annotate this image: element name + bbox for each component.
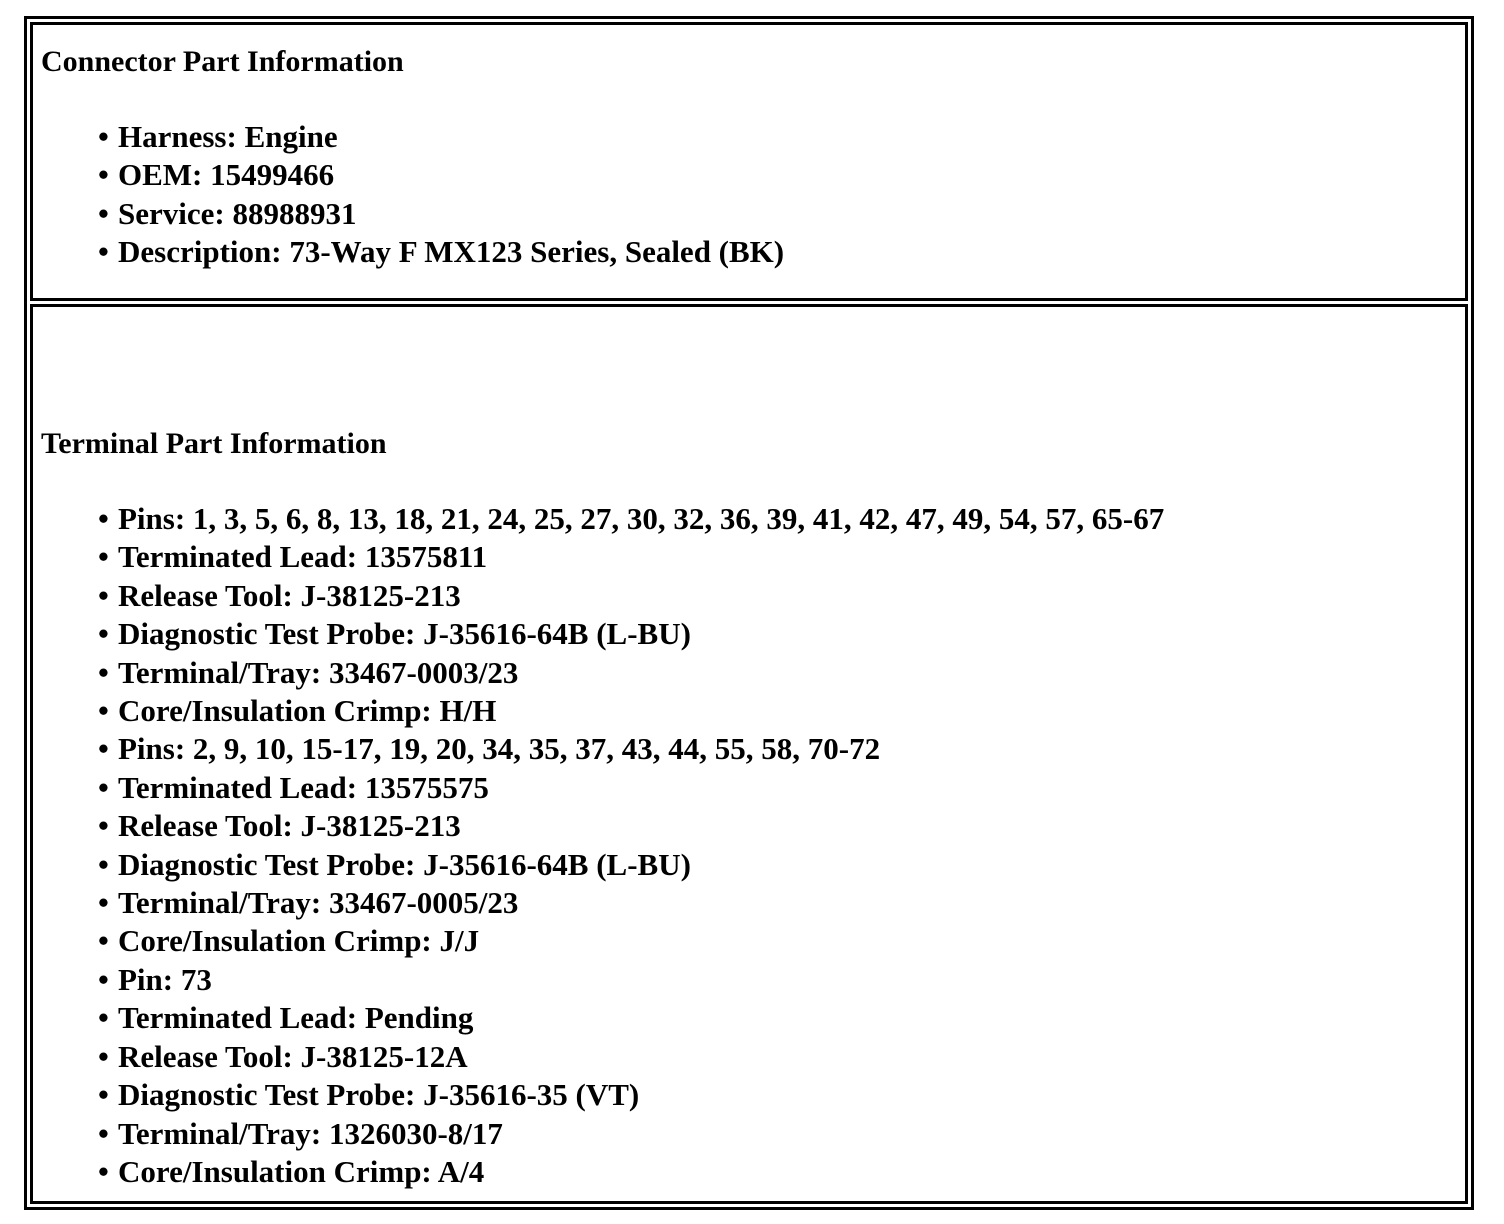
terminal-info-list <box>41 500 1465 1191</box>
list-item-text: Diagnostic Test Probe: J-35616-64B (L-BU) <box>118 846 691 882</box>
list-item-text: Terminated Lead: 13575575 <box>118 769 489 805</box>
bullet-icon: • <box>98 157 109 193</box>
bullet-icon: • <box>98 1038 109 1074</box>
list-item-text: Core/Insulation Crimp: H/H <box>118 693 497 729</box>
terminal-section-title: Terminal Part Information <box>41 427 387 460</box>
list-item <box>98 538 1465 576</box>
list-item-text: Terminal/Tray: 33467-0003/23 <box>118 654 519 690</box>
list-item-text: Harness: Engine <box>118 119 338 154</box>
bullet-icon: • <box>98 234 109 270</box>
list-item-text: Core/Insulation Crimp: A/4 <box>118 1153 485 1189</box>
list-item <box>98 500 1465 538</box>
list-item <box>98 846 1465 884</box>
bullet-icon: • <box>98 577 109 613</box>
list-item-text: Core/Insulation Crimp: J/J <box>118 923 480 959</box>
terminal-info-cell <box>30 304 1468 1204</box>
bullet-icon: • <box>98 539 109 575</box>
connector-info-cell <box>30 22 1468 301</box>
list-item <box>98 156 1465 194</box>
list-item-text: Pins: 2, 9, 10, 15-17, 19, 20, 34, 35, 37, 43, 44, 55, 58, 70-72 <box>118 731 881 767</box>
bullet-icon: • <box>98 195 109 231</box>
list-item <box>98 195 1465 233</box>
connector-info-list <box>41 118 1465 272</box>
list-item <box>98 730 1465 768</box>
list-item <box>98 1115 1465 1153</box>
list-item-text: OEM: 15499466 <box>118 157 335 193</box>
list-item-text: Terminated Lead: Pending <box>118 1000 474 1036</box>
list-item-text: Diagnostic Test Probe: J-35616-64B (L-BU) <box>118 616 691 652</box>
bullet-icon: • <box>98 846 109 882</box>
list-item <box>98 999 1465 1037</box>
list-item <box>98 1076 1465 1114</box>
bullet-icon: • <box>98 1000 109 1036</box>
list-item <box>98 615 1465 653</box>
list-item-text: Release Tool: J-38125-12A <box>118 1038 468 1074</box>
list-item <box>98 807 1465 845</box>
list-item-text: Terminated Lead: 13575811 <box>118 539 488 575</box>
list-item <box>98 961 1465 999</box>
bullet-icon: • <box>98 961 109 997</box>
list-item-text: Diagnostic Test Probe: J-35616-35 (VT) <box>118 1077 640 1113</box>
bullet-icon: • <box>98 1153 109 1189</box>
list-item <box>98 884 1465 922</box>
bullet-icon: • <box>98 616 109 652</box>
bullet-icon: • <box>98 119 109 154</box>
list-item <box>98 769 1465 807</box>
list-item-text: Pins: 1, 3, 5, 6, 8, 13, 18, 21, 24, 25, 27, 30, 32, 36, 39, 41, 42, 47, 49, 54, 57, 65-67 <box>118 501 1165 536</box>
list-item <box>98 922 1465 960</box>
bullet-icon: • <box>98 808 109 844</box>
list-item <box>98 692 1465 730</box>
bullet-icon: • <box>98 693 109 729</box>
list-item-text: Release Tool: J-38125-213 <box>118 808 461 844</box>
bullet-icon: • <box>98 654 109 690</box>
list-item-text: Service: 88988931 <box>118 195 357 231</box>
bullet-icon: • <box>98 501 109 536</box>
info-table <box>24 16 1474 1210</box>
list-item-text: Release Tool: J-38125-213 <box>118 577 461 613</box>
list-item-text: Pin: 73 <box>118 961 212 997</box>
bullet-icon: • <box>98 923 109 959</box>
list-item-text: Terminal/Tray: 1326030-8/17 <box>118 1115 503 1151</box>
list-item <box>98 1153 1465 1191</box>
list-item <box>98 1038 1465 1076</box>
connector-section-title: Connector Part Information <box>41 45 404 78</box>
bullet-icon: • <box>98 885 109 921</box>
list-item <box>98 577 1465 615</box>
list-item-text: Terminal/Tray: 33467-0005/23 <box>118 885 519 921</box>
list-item <box>98 118 1465 156</box>
bullet-icon: • <box>98 1115 109 1151</box>
list-item-text: Description: 73-Way F MX123 Series, Sealed (BK) <box>118 234 785 270</box>
list-item <box>98 654 1465 692</box>
bullet-icon: • <box>98 769 109 805</box>
list-item <box>98 233 1465 271</box>
bullet-icon: • <box>98 1077 109 1113</box>
bullet-icon: • <box>98 731 109 767</box>
